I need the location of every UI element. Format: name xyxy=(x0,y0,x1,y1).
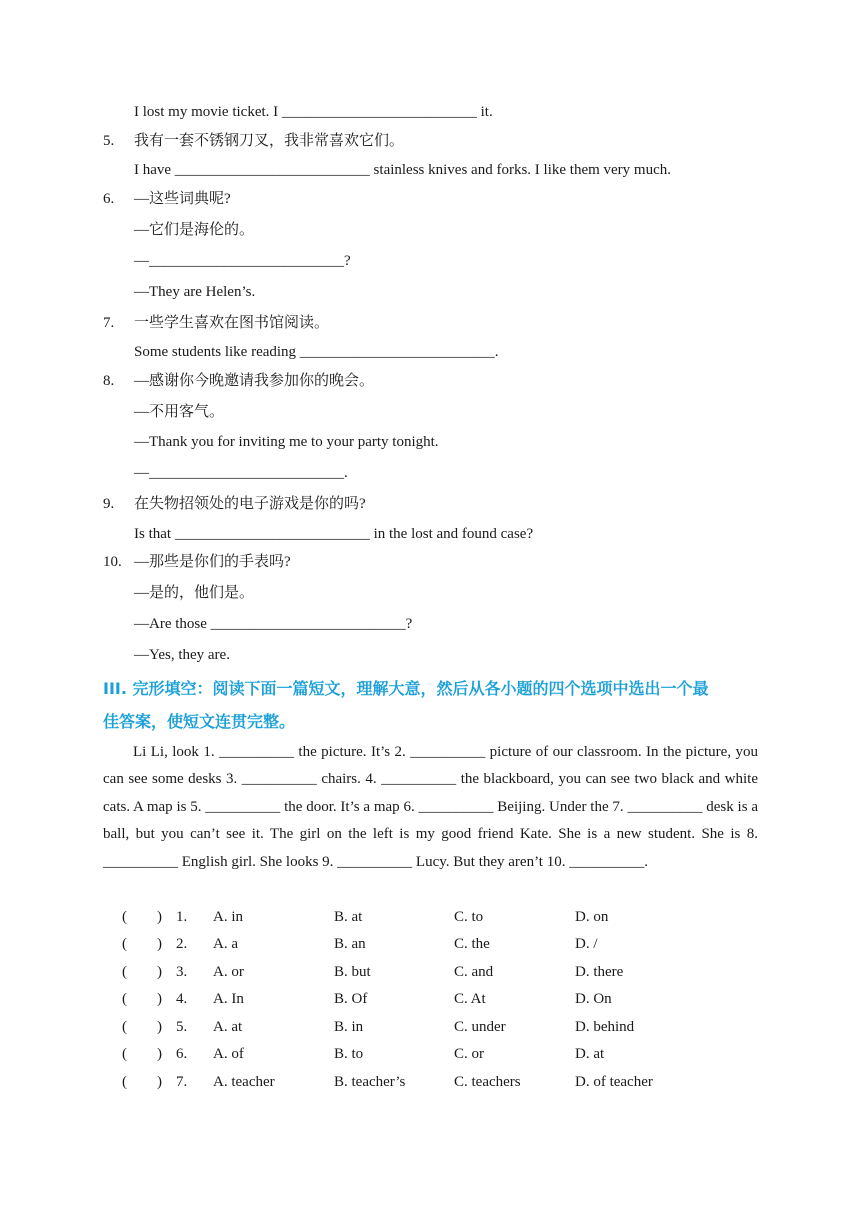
option-c: C. and xyxy=(454,964,494,980)
option-d: D. at xyxy=(575,1046,605,1062)
option-c: C. At xyxy=(454,991,486,1007)
item-9-chinese: 在失物招领处的电子游戏是你的吗? xyxy=(134,496,366,512)
answer-paren[interactable]: ( ) xyxy=(122,1019,162,1035)
question-number: 6. xyxy=(176,1046,188,1062)
option-d: D. there xyxy=(575,964,624,980)
item-7-chinese: 一些学生喜欢在图书馆阅读。 xyxy=(134,315,330,331)
option-c: C. under xyxy=(454,1019,506,1035)
answer-paren[interactable]: ( ) xyxy=(122,936,162,952)
item-6-line-1: —这些词典呢? xyxy=(134,191,231,207)
item-8-line-3: —Thank you for inviting me to your party tonight. xyxy=(134,434,439,450)
question-number: 5. xyxy=(176,1019,188,1035)
item-8-number: 8. xyxy=(103,373,115,389)
question-row xyxy=(0,961,860,983)
item-4-line-1: I lost my movie ticket. I __________________________ it. xyxy=(134,104,493,120)
option-d: D. / xyxy=(575,936,598,952)
cloze-passage-text: Li Li, look 1. __________ the picture. It’s 2. __________ picture of our classroom. In the picture, you can see some desks 3. __________ chairs. 4. __________ the blackboard, you can see two black and white cats. A map is 5. __________ the door. It’s a map 6. __________ Beijing. Under the 7. __________ desk is a ball, but you can’t see it. The girl on the left is my good friend Kate. She is a new student. She is 8. __________ English girl. She looks 9. __________ Lucy. But they aren’t 10. __________. xyxy=(103,744,758,870)
item-6-line-4: —They are Helen’s. xyxy=(134,284,256,300)
option-c: C. to xyxy=(454,909,484,925)
item-10-line-1: —那些是你们的手表吗? xyxy=(134,554,291,570)
question-row xyxy=(0,1043,860,1065)
item-5-number: 5. xyxy=(103,133,115,149)
option-b: B. in xyxy=(334,1019,364,1035)
item-5-chinese: 我有一套不锈钢刀叉，我非常喜欢它们。 xyxy=(134,133,405,149)
option-c: C. teachers xyxy=(454,1074,521,1090)
section-3-heading xyxy=(103,672,761,738)
item-10-line-2: —是的，他们是。 xyxy=(134,585,255,601)
item-8-line-2: —不用客气。 xyxy=(134,404,225,420)
option-a: A. teacher xyxy=(213,1074,275,1090)
item-10-line-4: —Yes, they are. xyxy=(134,647,230,663)
option-b: B. an xyxy=(334,936,366,952)
option-d: D. of teacher xyxy=(575,1074,653,1090)
option-a: A. in xyxy=(213,909,243,925)
answer-paren[interactable]: ( ) xyxy=(122,1074,162,1090)
question-number: 4. xyxy=(176,991,188,1007)
item-5-english: I have __________________________ stainless knives and forks. I like them very much. xyxy=(134,162,671,178)
answer-paren[interactable]: ( ) xyxy=(122,909,162,925)
option-b: B. but xyxy=(334,964,371,980)
option-d: D. behind xyxy=(575,1019,635,1035)
answer-paren[interactable]: ( ) xyxy=(122,964,162,980)
option-b: B. to xyxy=(334,1046,364,1062)
option-b: B. teacher’s xyxy=(334,1074,406,1090)
answer-paren[interactable]: ( ) xyxy=(122,1046,162,1062)
item-7-number: 7. xyxy=(103,315,115,331)
question-number: 1. xyxy=(176,909,188,925)
item-10-line-3: —Are those __________________________? xyxy=(134,616,413,632)
item-6-number: 6. xyxy=(103,191,115,207)
item-9-number: 9. xyxy=(103,496,115,512)
question-number: 3. xyxy=(176,964,188,980)
question-row xyxy=(0,988,860,1010)
question-number: 2. xyxy=(176,936,188,952)
question-number: 7. xyxy=(176,1074,188,1090)
cloze-passage xyxy=(103,739,758,876)
option-b: B. Of xyxy=(334,991,368,1007)
item-8-line-1: —感谢你今晚邀请我参加你的晚会。 xyxy=(134,373,375,389)
question-row xyxy=(0,1016,860,1038)
option-a: A. or xyxy=(213,964,244,980)
section-3-heading-line-2: 佳答案，使短文连贯完整。 xyxy=(103,712,296,731)
question-row xyxy=(0,933,860,955)
answer-paren[interactable]: ( ) xyxy=(122,991,162,1007)
option-c: C. the xyxy=(454,936,490,952)
option-d: D. on xyxy=(575,909,609,925)
option-a: A. a xyxy=(213,936,238,952)
item-9-english: Is that __________________________ in the lost and found case? xyxy=(134,526,534,542)
section-3-heading-line-1: III. 完形填空：阅读下面一篇短文，理解大意，然后从各小题的四个选项中选出一个最 xyxy=(103,679,709,698)
item-10-number: 10. xyxy=(103,554,122,570)
question-row xyxy=(0,1071,860,1093)
option-a: A. In xyxy=(213,991,244,1007)
option-a: A. of xyxy=(213,1046,244,1062)
option-c: C. or xyxy=(454,1046,484,1062)
question-row xyxy=(0,906,860,928)
item-7-english: Some students like reading __________________________. xyxy=(134,344,499,360)
option-a: A. at xyxy=(213,1019,243,1035)
item-6-line-3: —__________________________? xyxy=(134,253,351,269)
option-b: B. at xyxy=(334,909,363,925)
option-d: D. On xyxy=(575,991,612,1007)
item-8-line-4: —__________________________. xyxy=(134,465,348,481)
item-6-line-2: —它们是海伦的。 xyxy=(134,222,255,238)
